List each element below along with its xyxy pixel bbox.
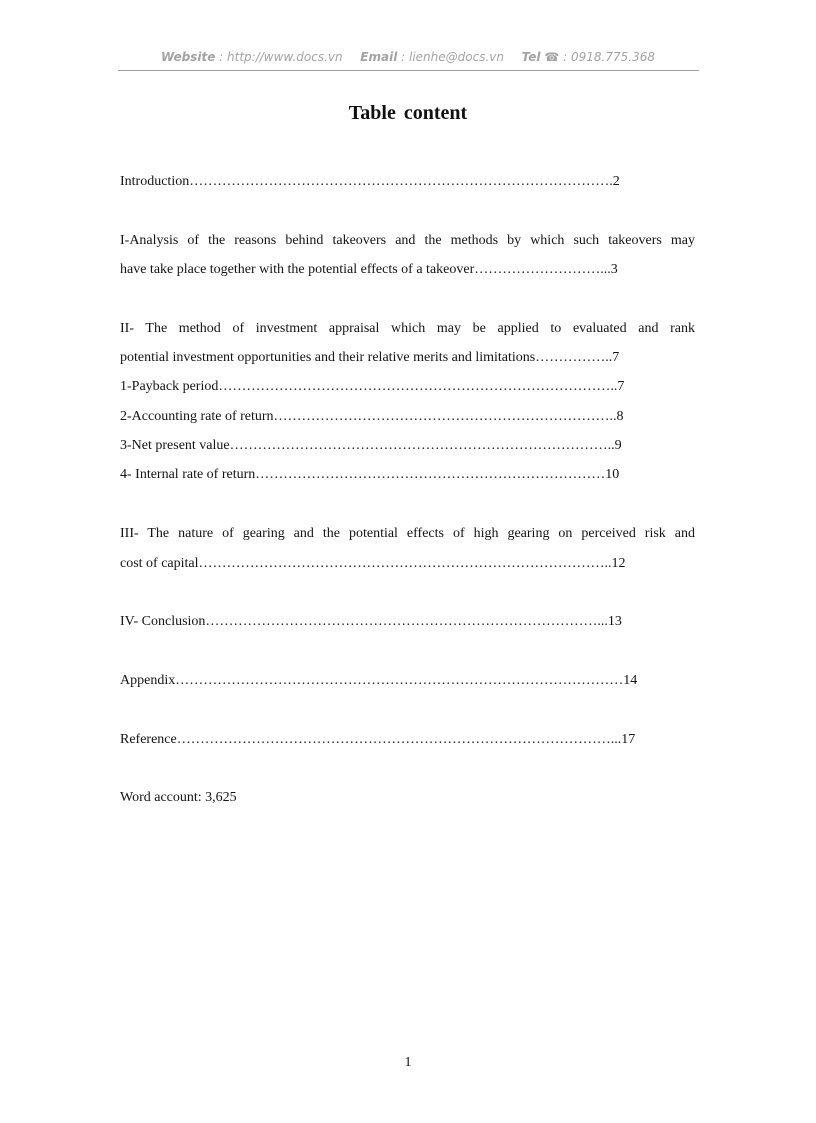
toc-section-1-line-2: have take place together with the potential effects of a takeover………………………...3: [120, 262, 618, 277]
toc-section-3-line-2: cost of capital……………………………………………………………………………..12: [120, 556, 626, 571]
website-value: : http://www.docs.vn: [219, 50, 343, 64]
header-divider: [118, 70, 699, 71]
website-label: Website: [161, 50, 216, 64]
email-label: Email: [360, 50, 398, 64]
toc-section-2-line-2: potential investment opportunities and their relative merits and limitations……………..7: [120, 350, 620, 365]
toc-section-3-line-1: III- The nature of gearing and the potential effects of high gearing on perceived risk and: [120, 526, 695, 541]
page-title: Table content: [348, 102, 468, 124]
page-header: [118, 50, 698, 64]
toc-section-1-line-1: I-Analysis of the reasons behind takeovers and the methods by which such takeovers may: [120, 233, 695, 248]
email-value: : lienhe@docs.vn: [401, 50, 504, 64]
phone-icon: ☎: [544, 50, 560, 64]
tel-label: Tel: [521, 50, 541, 64]
toc-introduction: Introduction……………………………………………………………………………….2: [120, 174, 620, 189]
toc-subsection-payback: 1-Payback period…………………………………………………………………………..7: [120, 379, 625, 394]
toc-appendix: Appendix……………………………………………………………………………………14: [120, 673, 638, 688]
toc-section-4: IV- Conclusion…………………………………………………………………………...13: [120, 614, 622, 629]
toc-subsection-npv: 3-Net present value………………………………………………………………………..9: [120, 438, 622, 453]
word-count: Word account: 3,625: [120, 790, 237, 805]
tel-value: : 0918.775.368: [563, 50, 655, 64]
toc-section-2-line-1: II- The method of investment appraisal which may be applied to evaluated and rank: [120, 321, 695, 336]
toc-subsection-arr: 2-Accounting rate of return………………………………………………………………..8: [120, 409, 624, 424]
toc-subsection-irr: 4- Internal rate of return…………………………………………………………………10: [120, 467, 620, 482]
toc-reference: Reference…………………………………………………………………………………...17: [120, 732, 636, 747]
page-number: 1: [404, 1055, 412, 1070]
